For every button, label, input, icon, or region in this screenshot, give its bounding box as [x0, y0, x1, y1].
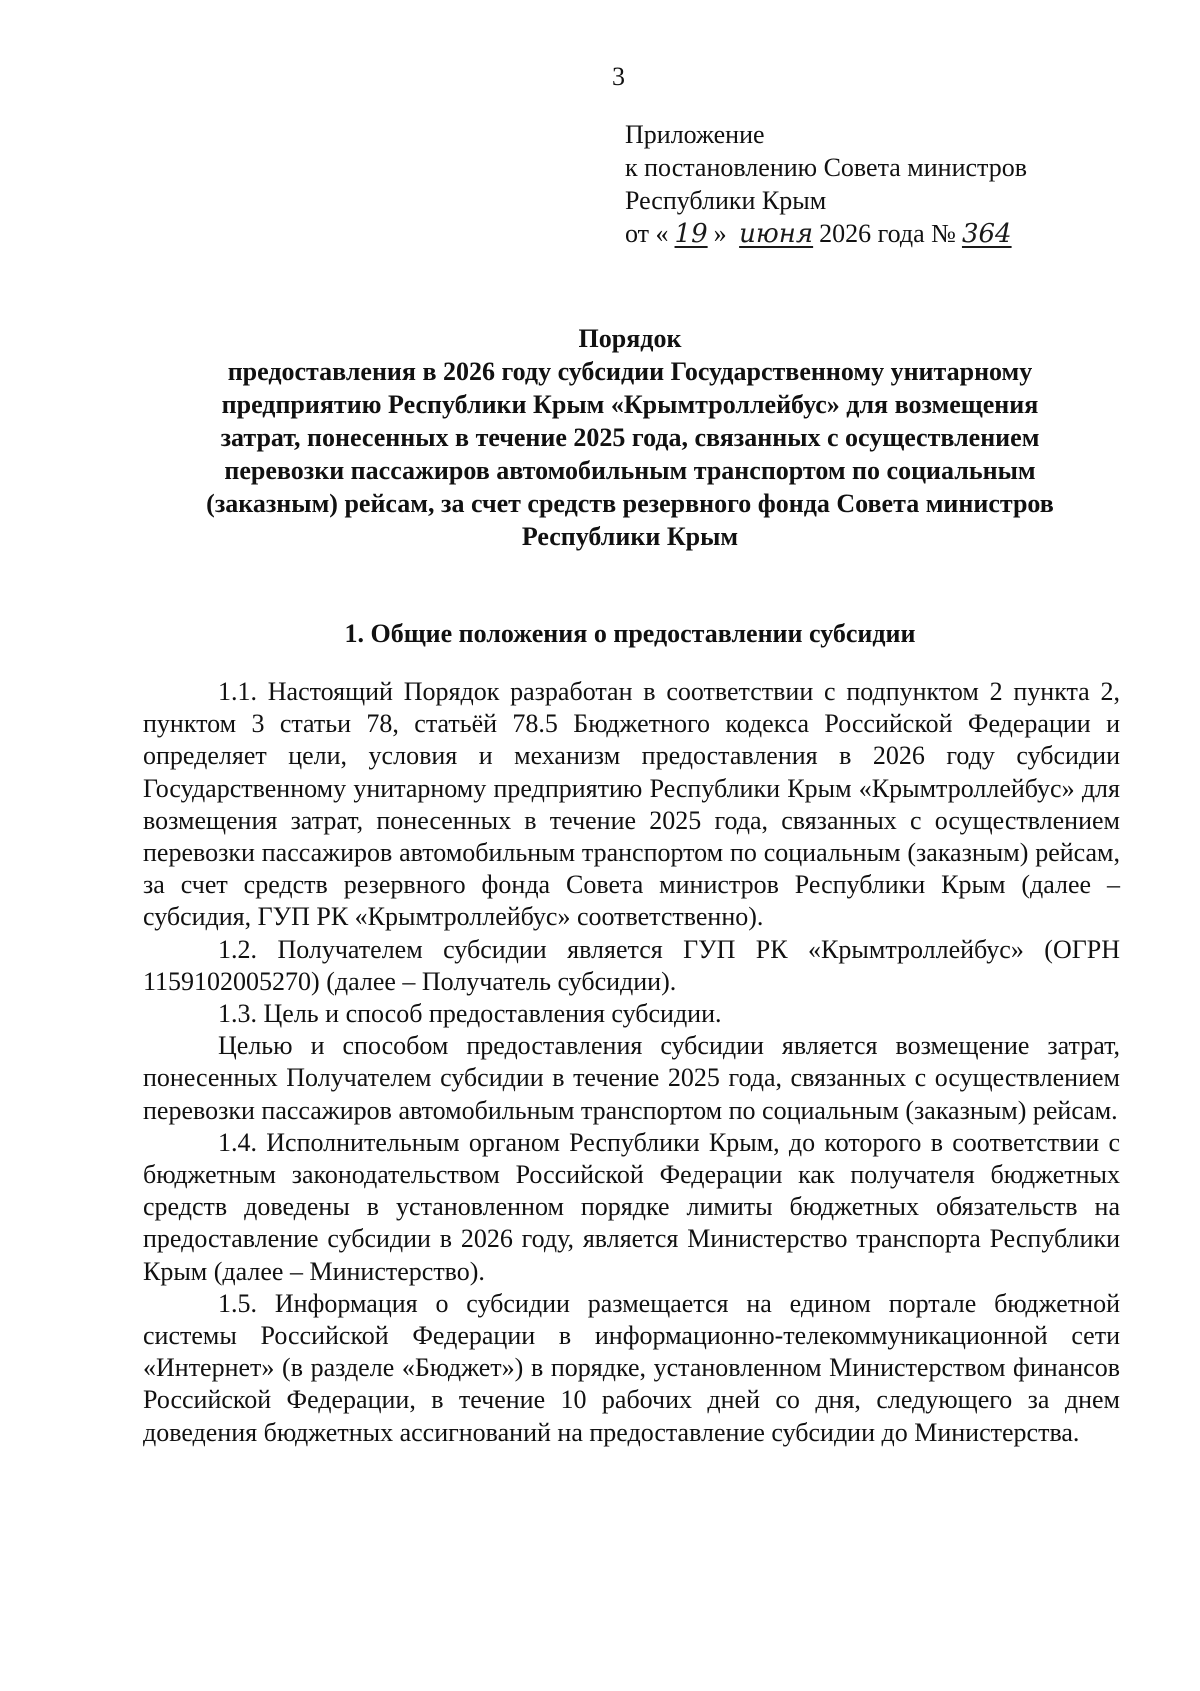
- date-prefix: от «: [625, 219, 669, 248]
- title-line-3: предприятию Республики Крым «Крымтроллейбус» для возмещения: [221, 390, 1039, 419]
- appendix-title: Приложение: [625, 120, 765, 149]
- appendix-date-line: [625, 217, 1125, 251]
- paragraph-1-5: 1.5. Информация о субсидии размещается на едином портале бюджетной системы Российской Федерации в информационно-телекоммуникационной сети «Интернет» (в разделе «Бюджет») в порядке, установленном Министерством финансов Российской Федерации, в течение 10 рабочих дней со дня, следующего за днем доведения бюджетных ассигнований на предоставление субсидии до Министерства.: [143, 1288, 1120, 1447]
- section-heading: 1. Общие положения о предоставлении субсидии: [344, 619, 916, 648]
- title-line-4: затрат, понесенных в течение 2025 года, связанных с осуществлением: [220, 423, 1040, 452]
- section-body: [143, 676, 1120, 1449]
- handwritten-day: 19: [674, 219, 708, 249]
- handwritten-number: 364: [961, 219, 1012, 249]
- title-line-5: перевозки пассажиров автомобильным транспортом по социальным: [224, 456, 1036, 485]
- page-number: 3: [612, 62, 625, 91]
- date-year: 2026 года №: [819, 219, 956, 248]
- paragraph-1-4: 1.4. Исполнительным органом Республики Крым, до которого в соответствии с бюджетным законодательством Российской Федерации как получателя бюджетных средств доведены в установленном порядке лимиты бюджетных обязательств на предоставление субсидии в 2026 году, является Министерство транспорта Республики Крым (далее – Министерство).: [143, 1127, 1120, 1286]
- paragraph-1-2: 1.2. Получателем субсидии является ГУП РК «Крымтроллейбус» (ОГРН 1159102005270) (далее – Получатель субсидии).: [143, 934, 1120, 996]
- paragraph-1-3-detail: Целью и способом предоставления субсидии является возмещение затрат, понесенных Получателем субсидии в течение 2025 года, связанных с осуществлением перевозки пассажиров автомобильным транспортом по социальным (заказным) рейсам.: [143, 1031, 1120, 1125]
- appendix-republic: Республики Крым: [625, 186, 827, 215]
- title-line-6: (заказным) рейсам, за счет средств резервного фонда Совета министров: [206, 489, 1054, 518]
- document-title: [140, 322, 1120, 553]
- title-line-7: Республики Крым: [521, 522, 739, 551]
- paragraph-1-1: 1.1. Настоящий Порядок разработан в соответствии с подпунктом 2 пункта 2, пунктом 3 статьи 78, статьёй 78.5 Бюджетного кодекса Российской Федерации и определяет цели, условия и механизм предоставления в 2026 году субсидии Государственному унитарному предприятию Республики Крым «Крымтроллейбус» для возмещения затрат, понесенных в течение 2025 года, связанных с осуществлением перевозки пассажиров автомобильным транспортом по социальным (заказным) рейсам, за счет средств резервного фонда Совета министров Республики Крым (далее – субсидия, ГУП РК «Крымтроллейбус» соответственно).: [143, 677, 1120, 932]
- paragraph-1-3: 1.3. Цель и способ предоставления субсидии.: [218, 999, 722, 1029]
- title-line-2: предоставления в 2026 году субсидии Государственному унитарному: [227, 357, 1033, 386]
- appendix-resolution: к постановлению Совета министров: [625, 153, 1027, 182]
- title-line-1: Порядок: [578, 324, 682, 353]
- date-mid: »: [713, 219, 727, 248]
- appendix-block: [625, 118, 1125, 251]
- handwritten-month: июня: [739, 219, 814, 249]
